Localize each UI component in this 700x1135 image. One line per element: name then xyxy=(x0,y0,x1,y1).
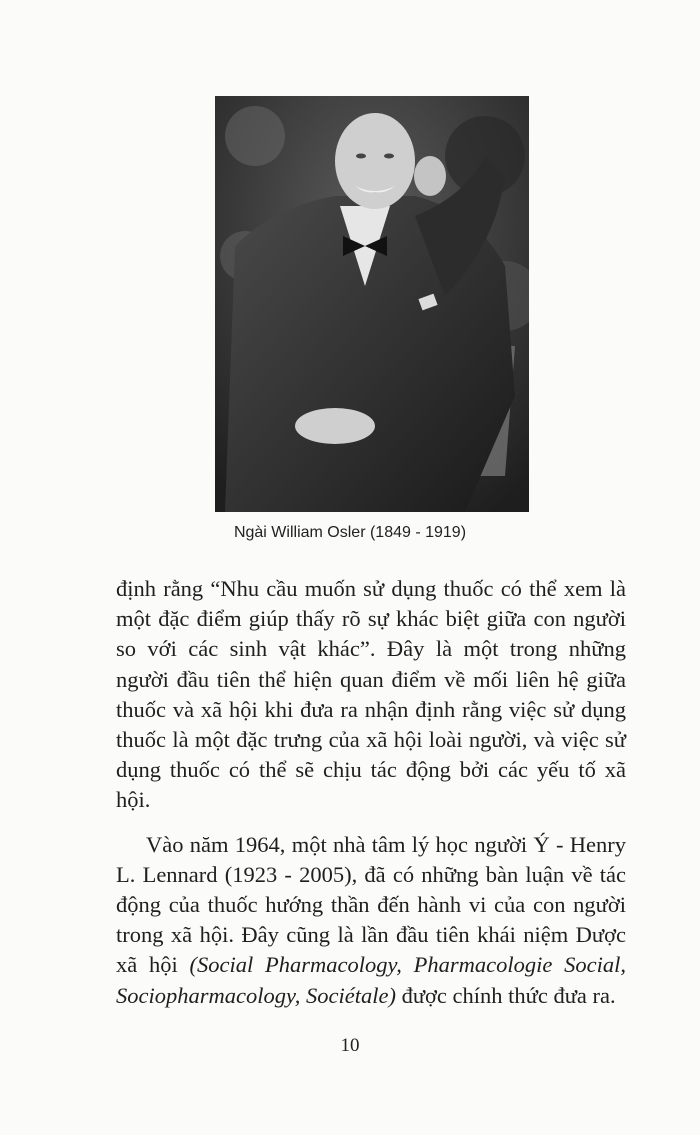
paragraph-2 xyxy=(116,830,626,1011)
body-text xyxy=(116,574,626,1011)
photo-caption: Ngài William Osler (1849 - 1919) xyxy=(233,524,467,541)
portrait-photo xyxy=(215,96,529,512)
page-number: 10 xyxy=(340,1035,360,1056)
paragraph-1: định rằng “Nhu cầu muốn sử dụng thuốc có thể xem là một đặc điểm giúp thấy rõ sự khác biệt giữa con người so với các sinh vật khác”. Đây là một trong những người đầu tiên thể hiện quan điểm về mối liên hệ giữa thuốc và xã hội khi đưa ra nhận định rằng việc sử dụng thuốc là một đặc trưng của xã hội loài người, và việc sử dụng thuốc có thể sẽ chịu tác động bởi các yếu tố xã hội. xyxy=(116,576,626,813)
paragraph-2-start: Vào năm 1964, một nhà tâm lý học người Ý - Henry L. Lennard (1923 - 2005), đã có những bàn luận về tác động của thuốc hướng thần đến hành vi của con người trong xã hội. Đây cũng là lần đầu tiên khái niệm Dược xã hội xyxy=(116,831,626,978)
paragraph-2-italic: (Social Pharmacology, Pharmacologie Social, Sociopharmacology, Sociétale) xyxy=(116,952,626,1008)
portrait-illustration xyxy=(215,96,529,512)
paragraph-2-end: được chính thức đưa ra. xyxy=(395,982,616,1008)
